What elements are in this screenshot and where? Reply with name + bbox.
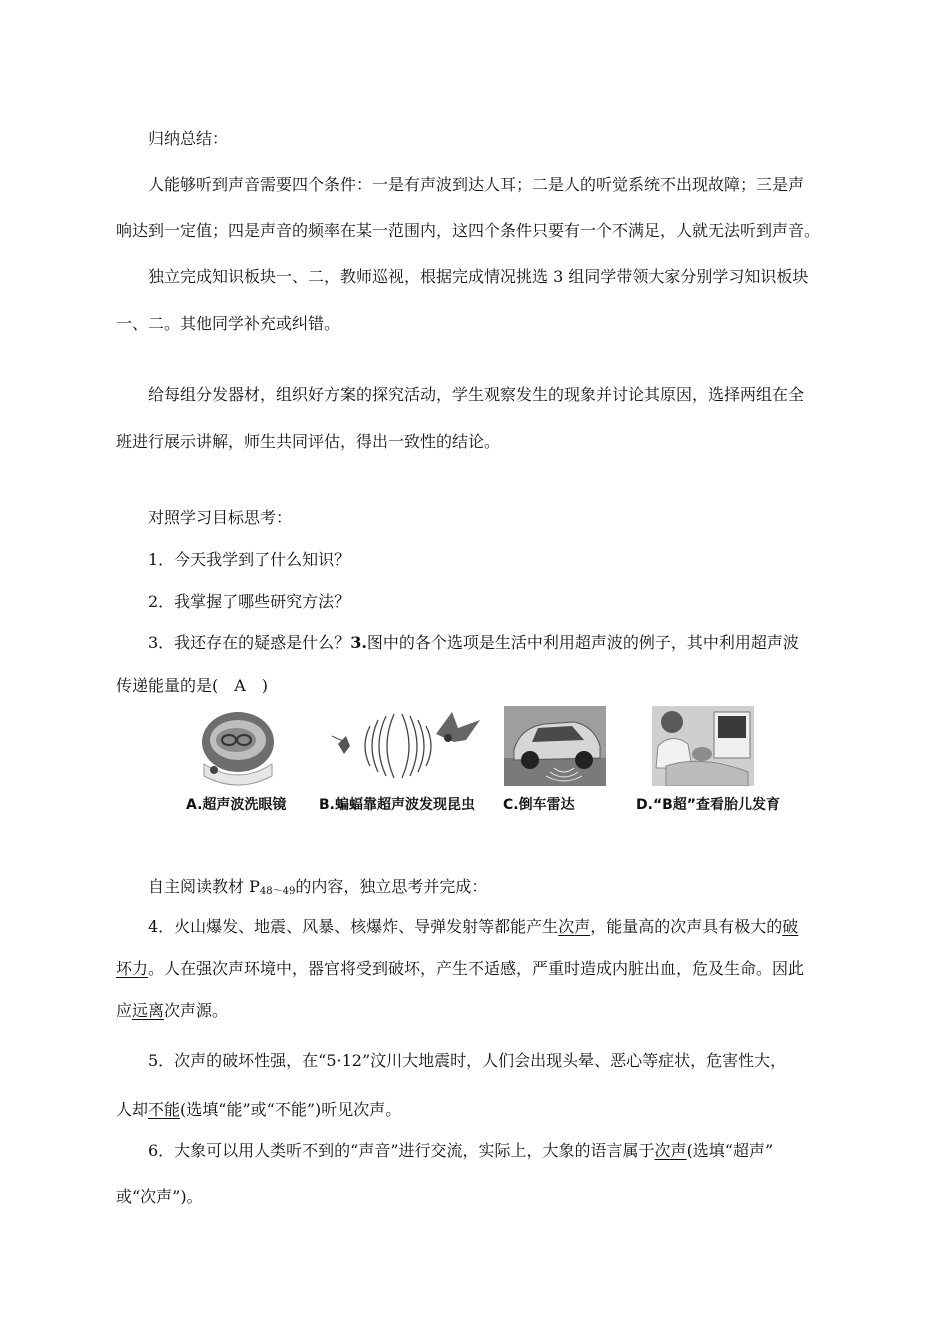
bat-echolocation-image	[330, 706, 486, 786]
activity-paragraph-line-2: 班进行展示讲解，师生共同评估，得出一致性的结论。	[116, 432, 501, 451]
figure-caption-b: B.蝙蝠靠超声波发现昆虫	[319, 797, 475, 813]
reading-instruction	[148, 876, 487, 903]
exercise-3-text: 图中的各个选项是生活中利用超声波的例子，其中利用超声波	[366, 633, 799, 652]
reflection-question-2: 2．我掌握了哪些研究方法？	[148, 592, 351, 611]
answer-blank: 坏力	[116, 959, 149, 978]
page-range: 48～49	[259, 886, 296, 897]
b-ultrasound-image	[652, 706, 754, 786]
answer-blank: 远离	[132, 1001, 165, 1020]
question-4-line-2	[116, 958, 804, 980]
reading-instruction-text: 自主阅读教材 P	[148, 877, 260, 896]
reflection-question-3	[148, 632, 799, 654]
summary-paragraph-line-2: 响达到一定值；四是声音的频率在某一范围内，这四个条件只要有一个不满足，人就无法听到声音。	[116, 221, 821, 240]
question-4-text: 。人在强次声环境中，器官将受到破坏，产生不适感，严重时造成内脏出血，危及生命。因此	[148, 959, 805, 978]
task-paragraph-line-1: 独立完成知识板块一、二，教师巡视，根据完成情况挑选 3 组同学带领大家分别学习知识板块	[148, 267, 809, 286]
exercise-3-answer-line: 传递能量的是( A )	[116, 676, 269, 695]
answer-blank: 次声	[558, 917, 591, 936]
answer-blank: 不能	[148, 1100, 181, 1119]
reflection-question-1: 1．今天我学到了什么知识？	[148, 550, 351, 569]
parking-radar-image	[504, 706, 606, 786]
question-6-line-2: 或“次声”)。	[116, 1187, 203, 1206]
question-6-line-1	[148, 1140, 773, 1162]
exercise-number-3: 3.	[350, 633, 367, 652]
summary-paragraph-line-1: 人能够听到声音需要四个条件：一是有声波到达人耳；二是人的听觉系统不出现故障；三是声	[148, 175, 805, 194]
question-3-text: 3．我还存在的疑惑是什么？	[148, 633, 351, 652]
figure-caption-d: D.“B超”查看胎儿发育	[636, 797, 781, 813]
glasses-cleaner-image	[196, 706, 276, 786]
question-5-line-1: 5．次声的破坏性强，在“5·12”汶川大地震时，人们会出现头晕、恶心等症状，危害性大，	[148, 1051, 787, 1070]
question-6-text: 6．大象可以用人类听不到的“声音”进行交流，实际上，大象的语言属于	[148, 1141, 655, 1160]
question-6-text: (选填“超声”	[686, 1141, 774, 1160]
answer-blank: 破	[782, 917, 799, 936]
question-5-line-2	[116, 1099, 401, 1121]
question-4-text: ，能量高的次声具有极大的	[590, 917, 783, 936]
figure-caption-a: A.超声波洗眼镜	[186, 797, 287, 813]
question-4-text: 次声源。	[164, 1001, 229, 1020]
question-4-line-1	[148, 916, 798, 938]
question-4-text: 应	[116, 1001, 133, 1020]
question-4-text: 4．火山爆发、地震、风暴、核爆炸、导弹发射等都能产生	[148, 917, 559, 936]
question-4-line-3	[116, 1000, 228, 1022]
summary-heading: 归纳总结：	[148, 129, 229, 148]
task-paragraph-line-2: 一、二。其他同学补充或纠错。	[116, 314, 341, 333]
question-5-text: (选填“能”或“不能”)听见次声。	[180, 1100, 402, 1119]
ultrasound-examples-figure	[180, 706, 820, 818]
activity-paragraph-line-1: 给每组分发器材，组织好方案的探究活动，学生观察发生的现象并讨论其原因，选择两组在全	[148, 385, 805, 404]
figure-caption-c: C.倒车雷达	[503, 797, 575, 813]
reading-instruction-tail: 的内容，独立思考并完成：	[295, 877, 488, 896]
reflection-heading: 对照学习目标思考：	[148, 508, 293, 527]
question-5-text: 人却	[116, 1100, 149, 1119]
answer-blank: 次声	[654, 1141, 687, 1160]
